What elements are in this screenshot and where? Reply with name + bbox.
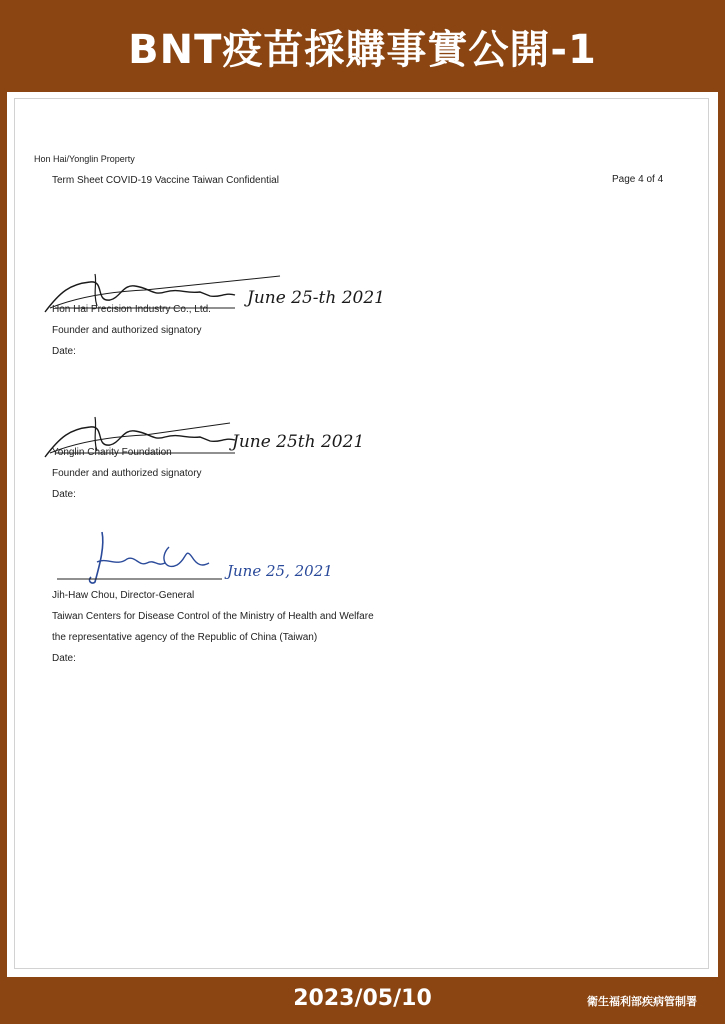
- cdc-director-name: Jih-Haw Chou, Director-General: [52, 590, 195, 601]
- hon-hai-role: Founder and authorized signatory: [52, 325, 202, 336]
- cdc-agency: Taiwan Centers for Disease Control of the Ministry of Health and Welfare: [52, 611, 374, 622]
- banner-title: BNT疫苗採購事實公開-1: [128, 26, 597, 73]
- cdc-representative-line: the representative agency of the Republic of China (Taiwan): [52, 632, 318, 643]
- cdc-date-label: Date:: [52, 653, 76, 664]
- yonglin-date-label: Date:: [52, 489, 76, 500]
- footer-agency: 衛生福利部疾病管制署: [587, 995, 697, 1008]
- yonglin-handwritten-date: June 25th 2021: [232, 432, 365, 452]
- hon-hai-date-label: Date:: [52, 346, 76, 357]
- document-header-title: Term Sheet COVID-19 Vaccine Taiwan Confidential: [52, 175, 279, 186]
- yonglin-foundation: Yonglin Charity Foundation: [52, 447, 172, 458]
- title-banner: [0, 0, 725, 92]
- hon-hai-company: Hon Hai Precision Industry Co., Ltd.: [52, 304, 211, 315]
- cdc-handwritten-date: June 25, 2021: [227, 562, 333, 580]
- property-line: Hon Hai/Yonglin Property: [34, 154, 135, 164]
- footer-bar: [0, 977, 725, 1024]
- page-number: Page 4 of 4: [612, 174, 664, 185]
- yonglin-role: Founder and authorized signatory: [52, 468, 202, 479]
- hon-hai-handwritten-date: June 25-th 2021: [247, 288, 386, 308]
- cdc-director-signature: [47, 527, 247, 587]
- document-page: [7, 92, 718, 977]
- footer-date: 2023/05/10: [293, 986, 432, 1011]
